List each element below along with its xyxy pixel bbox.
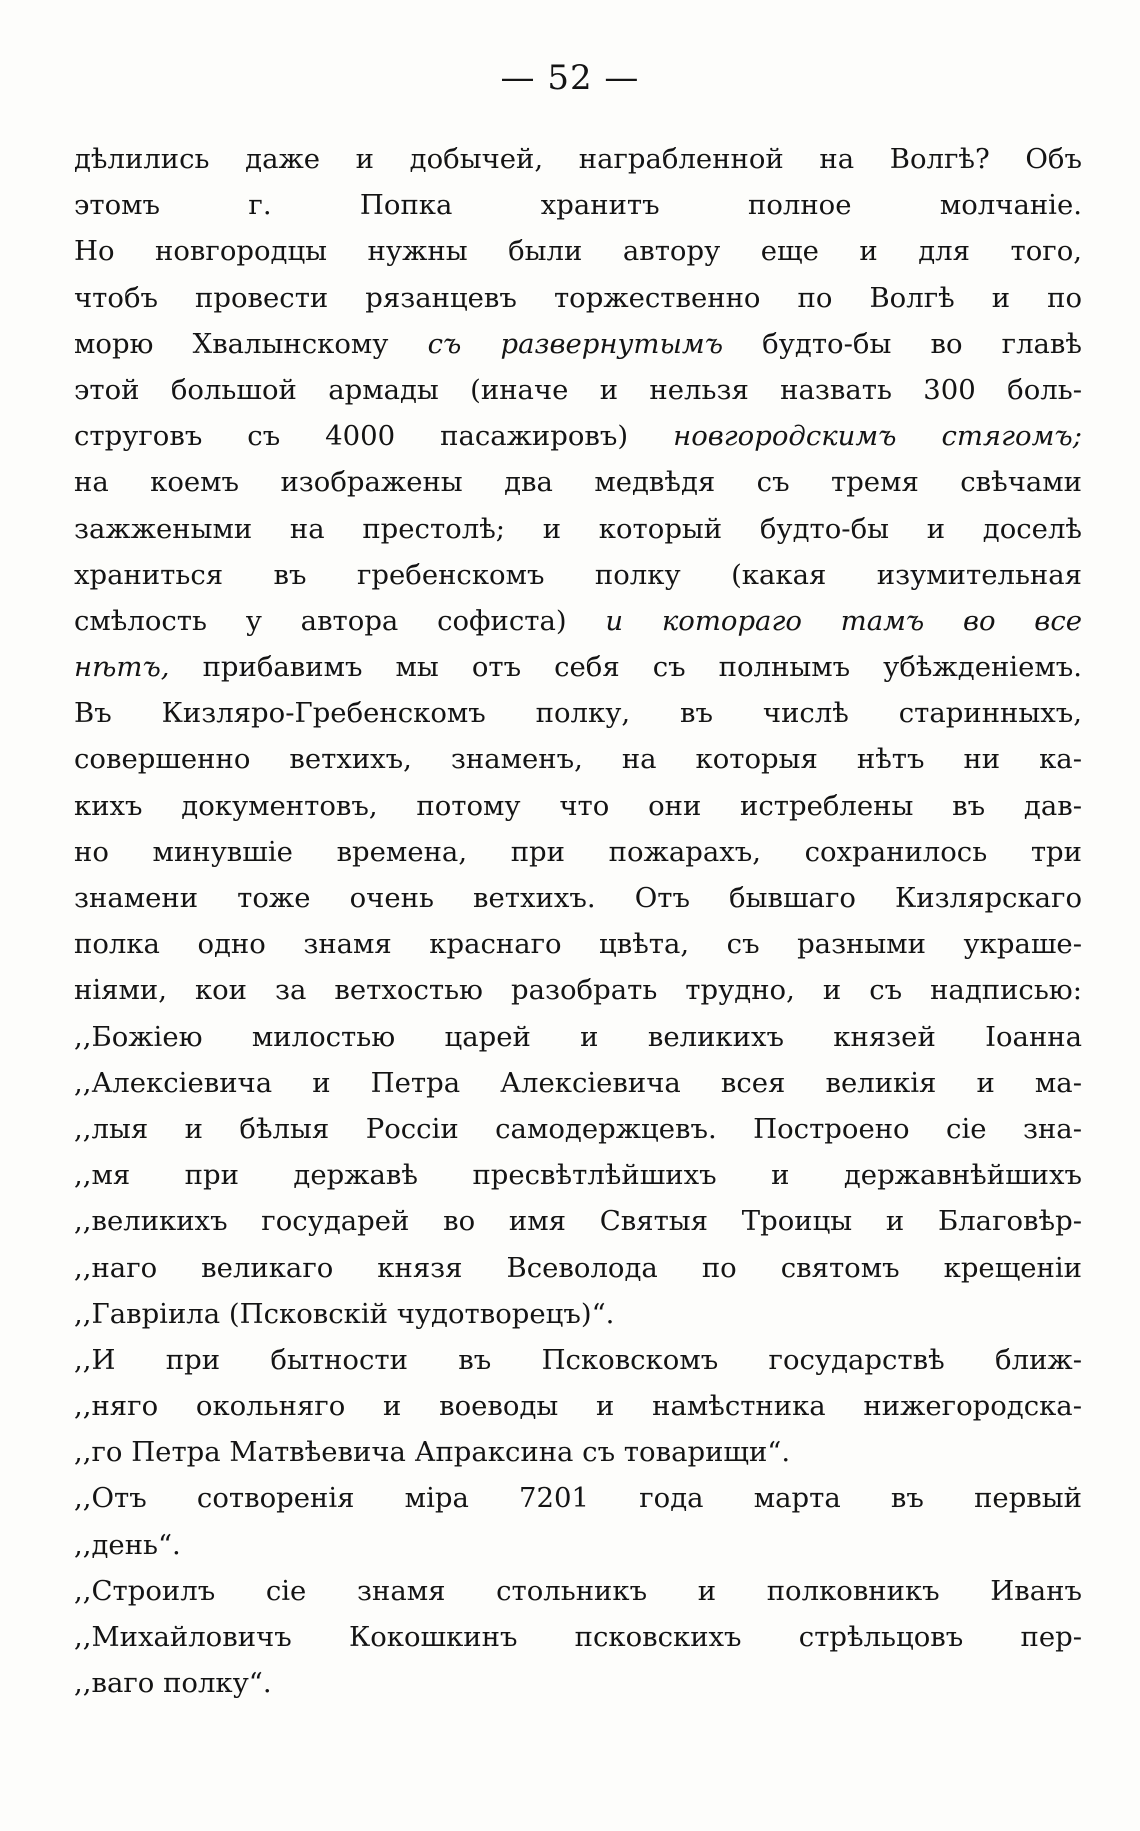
text-line bbox=[74, 736, 1082, 782]
line-text: Но новгородцы нужны были автору еще и для того, bbox=[74, 235, 1082, 268]
line-italic-text: съ развернутымъ bbox=[427, 327, 724, 360]
text-line bbox=[74, 690, 1082, 736]
text-line bbox=[74, 413, 1082, 459]
line-text: этой большой армады (иначе и нельзя назвать 300 боль- bbox=[74, 373, 1082, 406]
line-text: ,,Алексіевича и Петра Алексіевича всея великія и ма- bbox=[74, 1066, 1082, 1099]
text-line bbox=[74, 1614, 1082, 1660]
line-text: ,,Божіею милостью царей и великихъ князей Іоанна bbox=[74, 1020, 1082, 1053]
text-line bbox=[74, 1198, 1082, 1244]
line-text: на коемъ изображены два медвѣдя съ тремя свѣчами bbox=[74, 466, 1082, 499]
line-text: знамени тоже очень ветхихъ. Отъ бывшаго Кизлярскаго bbox=[74, 882, 1082, 914]
text-line bbox=[74, 1475, 1082, 1521]
line-text: ,,Гавріила (Псковскій чудотворецъ)“. bbox=[74, 1297, 615, 1330]
text-line bbox=[74, 1337, 1082, 1383]
line-text: ,,мя при державѣ пресвѣтлѣйшихъ и державнѣйшихъ bbox=[74, 1159, 1082, 1192]
text-line bbox=[74, 1383, 1082, 1429]
line-text: но минувшіе времена, при пожарахъ, сохранилось три bbox=[74, 835, 1082, 868]
text-line bbox=[74, 783, 1082, 829]
line-text: ,,великихъ государей во имя Святыя Троицы и Благовѣр- bbox=[74, 1205, 1082, 1238]
line-text: ,,день“. bbox=[74, 1528, 181, 1561]
line-text: Въ Кизляро-Гребенскомъ полку, въ числѣ старинныхъ, bbox=[74, 697, 1082, 730]
text-line bbox=[74, 1291, 1082, 1337]
text-line bbox=[74, 506, 1082, 552]
line-text: струговъ съ 4000 пасажировъ) bbox=[74, 420, 674, 453]
line-text-after: будто-бы во главѣ bbox=[723, 327, 1082, 360]
text-line bbox=[74, 275, 1082, 321]
line-italic-text: нѣтъ, bbox=[74, 651, 170, 684]
text-line bbox=[74, 598, 1082, 644]
text-line bbox=[74, 1106, 1082, 1152]
line-text: чтобъ провести рязанцевъ торжественно по Волгѣ и по bbox=[74, 281, 1082, 314]
line-text: ,,Отъ сотворенія міра 7201 года марта въ первый bbox=[74, 1482, 1082, 1515]
text-line bbox=[74, 552, 1082, 598]
line-text: совершенно ветхихъ, знаменъ, на которыя нѣтъ ни ка- bbox=[74, 743, 1082, 776]
line-text: ,,Михайловичъ Кокошкинъ псковскихъ стрѣльцовъ пер- bbox=[74, 1621, 1082, 1653]
text-line bbox=[74, 1429, 1082, 1475]
text-line bbox=[74, 921, 1082, 967]
line-text: ніями, кои за ветхостью разобрать трудно, и съ надписью: bbox=[74, 974, 1082, 1007]
text-line bbox=[74, 1014, 1082, 1060]
text-line bbox=[74, 1568, 1082, 1614]
body-text bbox=[74, 136, 1082, 1706]
text-line bbox=[74, 182, 1082, 228]
line-italic-text: и котораго тамъ во все bbox=[605, 604, 1082, 637]
text-line bbox=[74, 459, 1082, 505]
page-number: — 52 — bbox=[500, 58, 640, 98]
line-text: смѣлость у автора софиста) bbox=[74, 604, 606, 637]
text-line bbox=[74, 321, 1082, 367]
line-text: зажжеными на престолѣ; и который будто-бы и доселѣ bbox=[74, 512, 1082, 545]
text-line bbox=[74, 1152, 1082, 1198]
line-text: ,,наго великаго князя Всеволода по святомъ крещеніи bbox=[74, 1251, 1082, 1284]
line-italic-text: новгородскимъ стягомъ; bbox=[673, 420, 1082, 453]
text-line bbox=[74, 1060, 1082, 1106]
line-text: ,,ваго полку“. bbox=[74, 1667, 272, 1700]
text-line bbox=[74, 875, 1082, 921]
line-text: храниться въ гребенскомъ полку (какая изумительная bbox=[74, 558, 1082, 591]
line-text: полка одно знамя краснаго цвѣта, съ разными украше- bbox=[74, 928, 1082, 961]
line-text: дѣлились даже и добычей, награбленной на Волгѣ? Объ bbox=[74, 143, 1082, 175]
text-line bbox=[74, 228, 1082, 274]
text-line bbox=[74, 644, 1082, 690]
line-text: морю Хвалынскому bbox=[74, 327, 428, 360]
text-line bbox=[74, 367, 1082, 413]
text-line bbox=[74, 1245, 1082, 1291]
line-text: ,,няго окольняго и воеводы и намѣстника нижегородска- bbox=[74, 1390, 1082, 1423]
text-line bbox=[74, 1660, 1082, 1706]
line-text: кихъ документовъ, потому что они истреблены въ дав- bbox=[74, 789, 1082, 822]
text-line bbox=[74, 1522, 1082, 1568]
line-text: ,,И при бытности въ Псковскомъ государствѣ ближ- bbox=[74, 1343, 1082, 1376]
line-text: ,,го Петра Матвѣевича Апраксина съ товарищи“. bbox=[74, 1436, 791, 1469]
line-text: ,,лыя и бѣлыя Россіи самодержцевъ. Построено сіе зна- bbox=[74, 1112, 1082, 1145]
line-text: этомъ г. Попка хранитъ полное молчаніе. bbox=[74, 189, 1082, 222]
text-line bbox=[74, 967, 1082, 1013]
text-line bbox=[74, 136, 1082, 182]
line-text-after: прибавимъ мы отъ себя съ полнымъ убѣжденіемъ. bbox=[169, 651, 1082, 684]
text-line bbox=[74, 829, 1082, 875]
line-text: ,,Строилъ сіе знамя стольникъ и полковникъ Иванъ bbox=[74, 1574, 1082, 1607]
